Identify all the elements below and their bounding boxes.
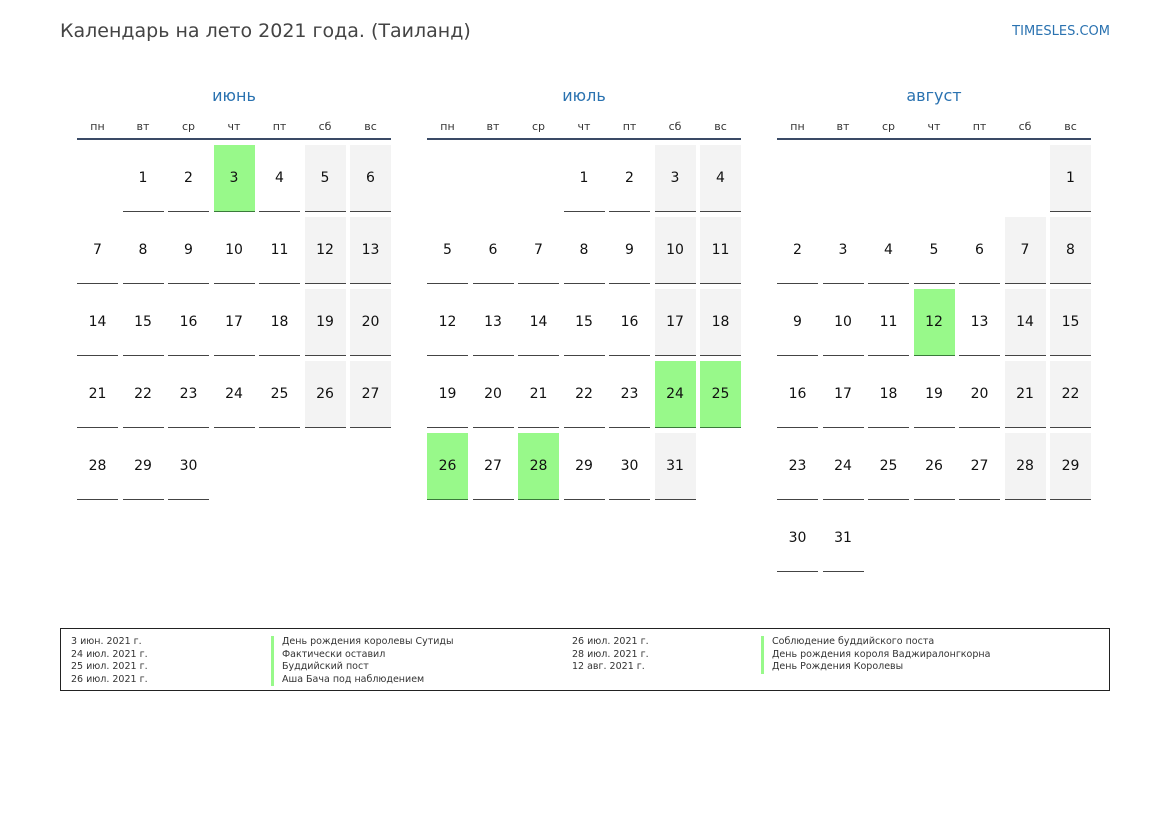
legend-holiday-name: Фактически оставил <box>271 649 454 662</box>
site-link[interactable]: TIMESLES.COM <box>1012 24 1110 39</box>
day-cell[interactable]: 10 <box>214 217 255 284</box>
day-cell[interactable]: 3 <box>823 217 864 284</box>
legend-left-dates <box>71 636 148 686</box>
day-cell[interactable]: 6 <box>959 217 1000 284</box>
empty-cell <box>823 145 864 212</box>
weekday-label: вт <box>836 119 850 133</box>
day-cell[interactable]: 19 <box>914 361 955 428</box>
weekday-label: пн <box>440 119 455 133</box>
day-cell[interactable]: 22 <box>123 361 164 428</box>
day-cell[interactable]: 21 <box>77 361 118 428</box>
day-cell[interactable]: 14 <box>77 289 118 356</box>
weekday-label: сб <box>668 119 682 133</box>
weekday-label: чт <box>927 119 941 133</box>
legend-holiday-name: Буддийский пост <box>271 661 454 674</box>
weekday-label: вт <box>486 119 500 133</box>
weekday-header <box>77 114 391 140</box>
day-cell[interactable]: 26 <box>914 433 955 500</box>
legend-holiday-name: День Рождения Королевы <box>761 661 990 674</box>
month-1 <box>427 84 741 500</box>
empty-cell <box>77 145 118 212</box>
holiday-day-cell[interactable]: 25 <box>700 361 741 428</box>
day-cell[interactable]: 20 <box>350 289 391 356</box>
day-cell[interactable]: 16 <box>777 361 818 428</box>
day-cell[interactable]: 29 <box>564 433 605 500</box>
day-cell[interactable]: 21 <box>1005 361 1046 428</box>
holiday-day-cell[interactable]: 26 <box>427 433 468 500</box>
day-grid <box>77 145 391 500</box>
day-cell[interactable]: 15 <box>1050 289 1091 356</box>
holiday-day-cell[interactable]: 12 <box>914 289 955 356</box>
holiday-day-cell[interactable]: 28 <box>518 433 559 500</box>
weekday-label: ср <box>181 119 196 133</box>
day-cell[interactable]: 23 <box>168 361 209 428</box>
day-cell[interactable]: 4 <box>700 145 741 212</box>
legend-holiday-name: День рождения короля Ваджиралонгкорна <box>761 649 990 662</box>
day-cell[interactable]: 24 <box>214 361 255 428</box>
day-cell[interactable]: 7 <box>77 217 118 284</box>
day-cell[interactable]: 25 <box>868 433 909 500</box>
day-grid <box>777 145 1091 572</box>
day-cell[interactable]: 29 <box>1050 433 1091 500</box>
day-cell[interactable]: 5 <box>914 217 955 284</box>
day-cell[interactable]: 6 <box>350 145 391 212</box>
day-cell[interactable]: 31 <box>823 505 864 572</box>
day-cell[interactable]: 22 <box>1050 361 1091 428</box>
day-cell[interactable]: 18 <box>259 289 300 356</box>
day-cell[interactable]: 5 <box>305 145 346 212</box>
empty-cell <box>473 145 514 212</box>
day-cell[interactable]: 28 <box>1005 433 1046 500</box>
day-cell[interactable]: 25 <box>259 361 300 428</box>
day-cell[interactable]: 2 <box>168 145 209 212</box>
holiday-legend <box>60 628 1110 691</box>
day-cell[interactable]: 1 <box>123 145 164 212</box>
holiday-day-cell[interactable]: 24 <box>655 361 696 428</box>
weekday-header <box>427 114 741 140</box>
day-cell[interactable]: 21 <box>518 361 559 428</box>
day-cell[interactable]: 28 <box>77 433 118 500</box>
legend-date: 26 июл. 2021 г. <box>71 673 148 685</box>
day-cell[interactable]: 24 <box>823 433 864 500</box>
weekday-label: ср <box>531 119 546 133</box>
day-cell[interactable]: 6 <box>473 217 514 284</box>
day-cell[interactable]: 8 <box>1050 217 1091 284</box>
day-cell[interactable]: 12 <box>427 289 468 356</box>
month-name: август <box>906 86 962 105</box>
day-cell[interactable]: 23 <box>777 433 818 500</box>
day-cell[interactable]: 27 <box>473 433 514 500</box>
day-cell[interactable]: 7 <box>1005 217 1046 284</box>
weekday-label: вт <box>136 119 150 133</box>
day-cell[interactable]: 18 <box>868 361 909 428</box>
weekday-label: сб <box>318 119 332 133</box>
weekday-header <box>777 114 1091 140</box>
empty-cell <box>427 145 468 212</box>
weekday-label: чт <box>227 119 241 133</box>
day-cell[interactable]: 16 <box>609 289 650 356</box>
day-cell[interactable]: 20 <box>473 361 514 428</box>
day-cell[interactable]: 9 <box>777 289 818 356</box>
holiday-day-cell[interactable]: 3 <box>214 145 255 212</box>
day-cell[interactable]: 17 <box>823 361 864 428</box>
day-cell[interactable]: 2 <box>609 145 650 212</box>
weekday-label: вс <box>714 119 727 133</box>
day-cell[interactable]: 8 <box>123 217 164 284</box>
weekday-label: пт <box>272 119 287 133</box>
day-cell[interactable]: 16 <box>168 289 209 356</box>
empty-cell <box>914 145 955 212</box>
empty-cell <box>1005 145 1046 212</box>
weekday-label: пт <box>972 119 987 133</box>
day-cell[interactable]: 27 <box>959 433 1000 500</box>
empty-cell <box>868 145 909 212</box>
day-cell[interactable]: 23 <box>609 361 650 428</box>
day-cell[interactable]: 17 <box>655 289 696 356</box>
day-cell[interactable]: 8 <box>564 217 605 284</box>
legend-holiday-name: День рождения королевы Сутиды <box>271 636 454 649</box>
day-cell[interactable]: 11 <box>868 289 909 356</box>
day-cell[interactable]: 9 <box>609 217 650 284</box>
day-cell[interactable]: 1 <box>564 145 605 212</box>
day-cell[interactable]: 18 <box>700 289 741 356</box>
weekday-label: сб <box>1018 119 1032 133</box>
legend-date: 3 июн. 2021 г. <box>71 636 142 647</box>
empty-cell <box>777 145 818 212</box>
day-cell[interactable]: 22 <box>564 361 605 428</box>
day-cell[interactable]: 15 <box>123 289 164 356</box>
legend-holiday-name: Аша Бача под наблюдением <box>271 674 454 687</box>
legend-left-names <box>271 636 454 686</box>
day-cell[interactable]: 13 <box>350 217 391 284</box>
month-2 <box>777 84 1091 572</box>
day-cell[interactable]: 11 <box>700 217 741 284</box>
legend-holiday-name: Соблюдение буддийского поста <box>761 636 990 649</box>
legend-date: 24 июл. 2021 г. <box>71 648 148 660</box>
weekday-label: вс <box>1064 119 1077 133</box>
day-cell[interactable]: 13 <box>473 289 514 356</box>
day-cell[interactable]: 4 <box>259 145 300 212</box>
day-cell[interactable]: 31 <box>655 433 696 500</box>
day-cell[interactable]: 2 <box>777 217 818 284</box>
empty-cell <box>518 145 559 212</box>
legend-date: 26 июл. 2021 г. <box>572 636 649 647</box>
weekday-label: чт <box>577 119 591 133</box>
day-cell[interactable]: 14 <box>1005 289 1046 356</box>
day-cell[interactable]: 17 <box>214 289 255 356</box>
day-cell[interactable]: 11 <box>259 217 300 284</box>
day-cell[interactable]: 29 <box>123 433 164 500</box>
day-cell[interactable]: 15 <box>564 289 605 356</box>
day-cell[interactable]: 30 <box>777 505 818 572</box>
empty-cell <box>959 145 1000 212</box>
weekday-label: пт <box>622 119 637 133</box>
day-cell[interactable]: 12 <box>305 217 346 284</box>
page-title: Календарь на лето 2021 года. (Таиланд) <box>60 20 471 42</box>
day-cell[interactable]: 3 <box>655 145 696 212</box>
day-cell[interactable]: 19 <box>427 361 468 428</box>
day-cell[interactable]: 10 <box>823 289 864 356</box>
day-cell[interactable]: 10 <box>655 217 696 284</box>
day-cell[interactable]: 30 <box>168 433 209 500</box>
day-cell[interactable]: 19 <box>305 289 346 356</box>
day-cell[interactable]: 14 <box>518 289 559 356</box>
weekday-label: пн <box>90 119 105 133</box>
day-cell[interactable]: 13 <box>959 289 1000 356</box>
month-name: июль <box>562 86 606 105</box>
day-cell[interactable]: 4 <box>868 217 909 284</box>
day-grid <box>427 145 741 500</box>
day-cell[interactable]: 20 <box>959 361 1000 428</box>
legend-date: 12 авг. 2021 г. <box>572 661 645 672</box>
weekday-label: пн <box>790 119 805 133</box>
day-cell[interactable]: 26 <box>305 361 346 428</box>
day-cell[interactable]: 1 <box>1050 145 1091 212</box>
day-cell[interactable]: 9 <box>168 217 209 284</box>
weekday-label: ср <box>881 119 896 133</box>
day-cell[interactable]: 7 <box>518 217 559 284</box>
legend-date: 28 июл. 2021 г. <box>572 648 649 660</box>
weekday-label: вс <box>364 119 377 133</box>
month-name: июнь <box>212 86 256 105</box>
day-cell[interactable]: 27 <box>350 361 391 428</box>
legend-date: 25 июл. 2021 г. <box>71 661 148 672</box>
day-cell[interactable]: 5 <box>427 217 468 284</box>
day-cell[interactable]: 30 <box>609 433 650 500</box>
legend-right-names <box>761 636 990 674</box>
legend-right-dates <box>572 636 649 674</box>
month-0 <box>77 84 391 500</box>
